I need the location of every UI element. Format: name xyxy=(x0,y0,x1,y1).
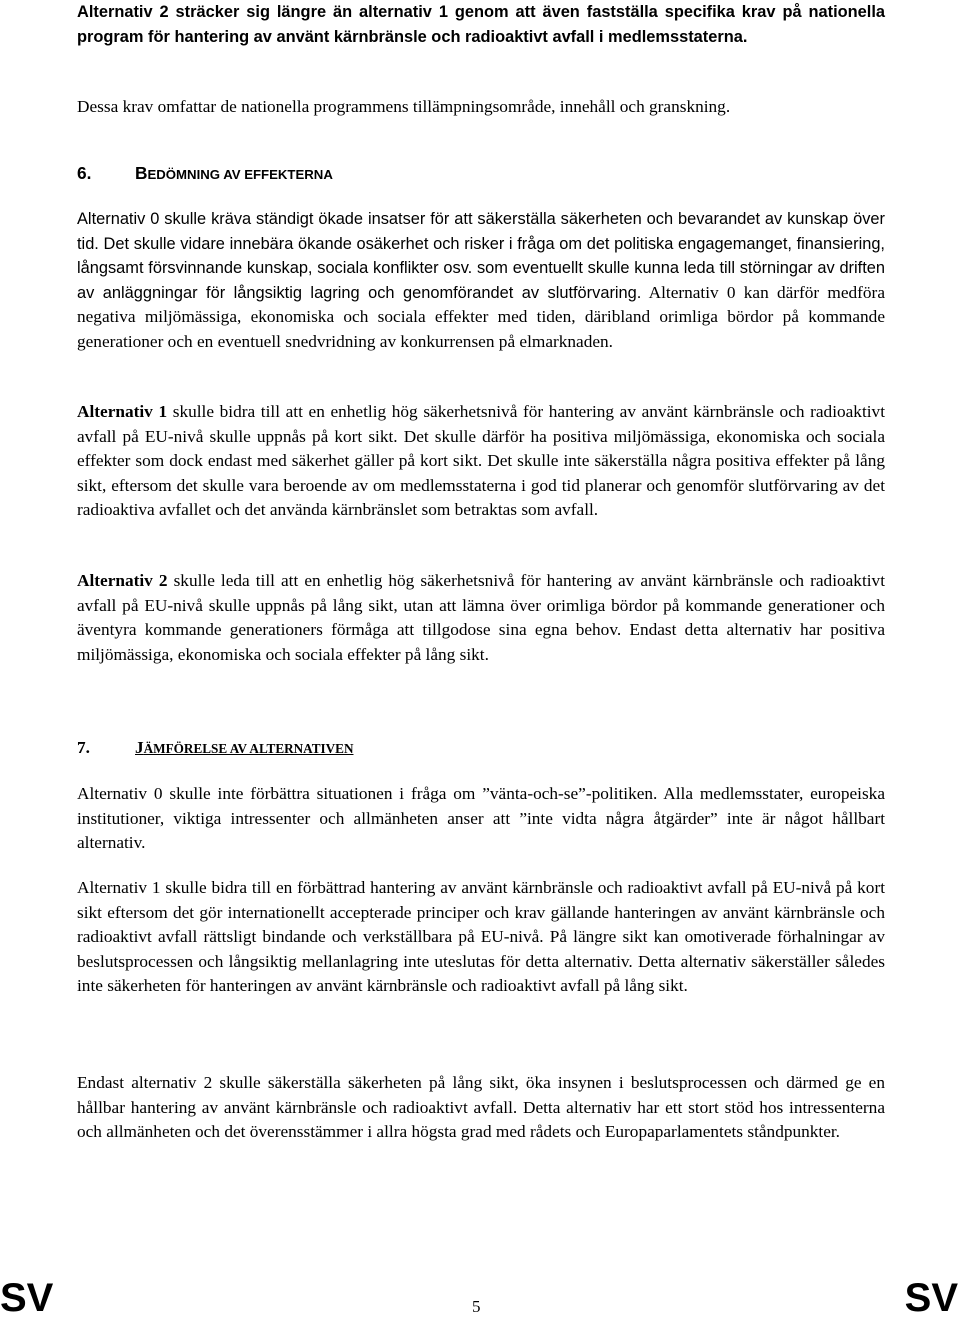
section-6-paragraph-3-text: skulle leda till att en enhetlig hög säkerhetsnivå för hantering av använt kärnbränsle och radioaktivt avfall på EU-nivå skulle uppnås på lång sikt, utan att lämna över orimliga bördor på kommande generationer och äventyra kommande generationers förmåga att tillgodose sina egna behov. Endast detta alternativ har positiva miljömässiga, ekonomiska och sociala effekter på lång sikt. xyxy=(77,571,885,664)
section-7-title-initial: J xyxy=(135,738,144,757)
section-6-title: EDÖMNING AV EFFEKTERNA xyxy=(147,167,333,182)
alternativ-2-label: Alternativ 2 xyxy=(77,571,168,590)
section-7-paragraph-2: Alternativ 1 skulle bidra till en förbättrad hantering av använt kärnbränsle och radioaktivt avfall på EU-nivå på kort sikt eftersom det gör internationellt accepterade principer och krav gällande hanteringen av använt kärnbränsle och radioaktivt avfall rättsligt bindande och verkställbara på EU-nivå. På längre sikt kan omotiverade förhalningar av beslutsprocessen och långsiktig mellanlagring inte uteslutas för detta alternativ. Detta alternativ säkerställer således inte säkerheten för hanteringen av använt kärnbränsle och radioaktivt avfall på lång sikt. xyxy=(77,878,885,996)
alternativ-1-label: Alternativ 1 xyxy=(77,402,168,421)
section-6-paragraph-2 xyxy=(77,400,885,523)
section-7-heading xyxy=(77,736,885,762)
footer-language-right: SV xyxy=(904,1276,958,1320)
section-6-paragraph-2-text: skulle bidra till att en enhetlig hög säkerhetsnivå för hantering av använt kärnbränsle och radioaktivt avfall på EU-nivå skulle uppnås på kort sikt. Det skulle därför ha positiva miljömässiga, ekonomiska och sociala effekter som dock endast med säkerhet gäller på kort sikt. Det skulle inte säkerställa några positiva effekter på lång sikt, eftersom det skulle vara beroende av om medlemsstaterna i god tid planerar och genomför slutförvaring av det radioaktiva avfallet och det använda kärnbränslet som betraktas som avfall. xyxy=(77,402,885,520)
section-6-paragraph-1 xyxy=(77,207,885,355)
intro-paragraph-1: Alternativ 2 sträcker sig längre än alternativ 1 genom att även fastställa specifika krav på nationella program för hantering av använt kärnbränsle och radioaktivt avfall i medlemsstaterna. xyxy=(77,3,885,46)
section-6-number: 6. xyxy=(77,163,92,183)
intro-paragraph-2: Dessa krav omfattar de nationella programmens tillämpningsområde, innehåll och granskning. xyxy=(77,97,731,116)
section-6-title-initial: B xyxy=(135,163,148,183)
section-7-title: ÄMFÖRELSE AV ALTERNATIVEN xyxy=(143,741,354,756)
section-6-heading xyxy=(77,161,885,188)
footer-language-left: SV xyxy=(0,1276,54,1320)
section-6-paragraph-3 xyxy=(77,569,885,667)
section-6-paragraph-1-serif: Alternativ 0 kan därför medföra negativa miljömässiga, ekonomiska och sociala effekter med tiden, däribland orimliga bördor på kommande generationer och en eventuell snedvridning av konkurrensen på elmarknaden. xyxy=(77,282,885,351)
section-7-paragraph-1: Alternativ 0 skulle inte förbättra situationen i fråga om ”vänta-och-se”-politiken. Alla medlemsstater, europeiska institutioner, viktiga intressenter och allmänheten anser att ”inte vidta några åtgärder” inte är något hållbart alternativ. xyxy=(77,784,885,853)
footer-page-number: 5 xyxy=(472,1297,481,1316)
section-6-paragraph-1-sans: Alternativ 0 skulle kräva ständigt ökade insatser för att säkerställa säkerheten och bevarandet av kunskap över tid. Det skulle vidare innebära ökande osäkerhet och risker i fråga om det politiska engagemanget, finansiering, långsamt försvinnande kunskap, sociala konflikter osv. som eventuellt skulle kunna leda till störningar av driften av anläggningar för långsiktig lagring och genomförandet av slutförvaring. xyxy=(77,210,885,302)
section-7-paragraph-3: Endast alternativ 2 skulle säkerställa säkerheten på lång sikt, öka insynen i beslutsprocessen och därmed ge en hållbar hantering av använt kärnbränsle och radioaktivt avfall. Detta alternativ har ett stort stöd hos intressenterna och allmänheten och det överensstämmer i allra högsta grad med rådets och Europaparlamentets ståndpunkter. xyxy=(77,1073,885,1142)
section-7-number: 7. xyxy=(77,738,90,757)
